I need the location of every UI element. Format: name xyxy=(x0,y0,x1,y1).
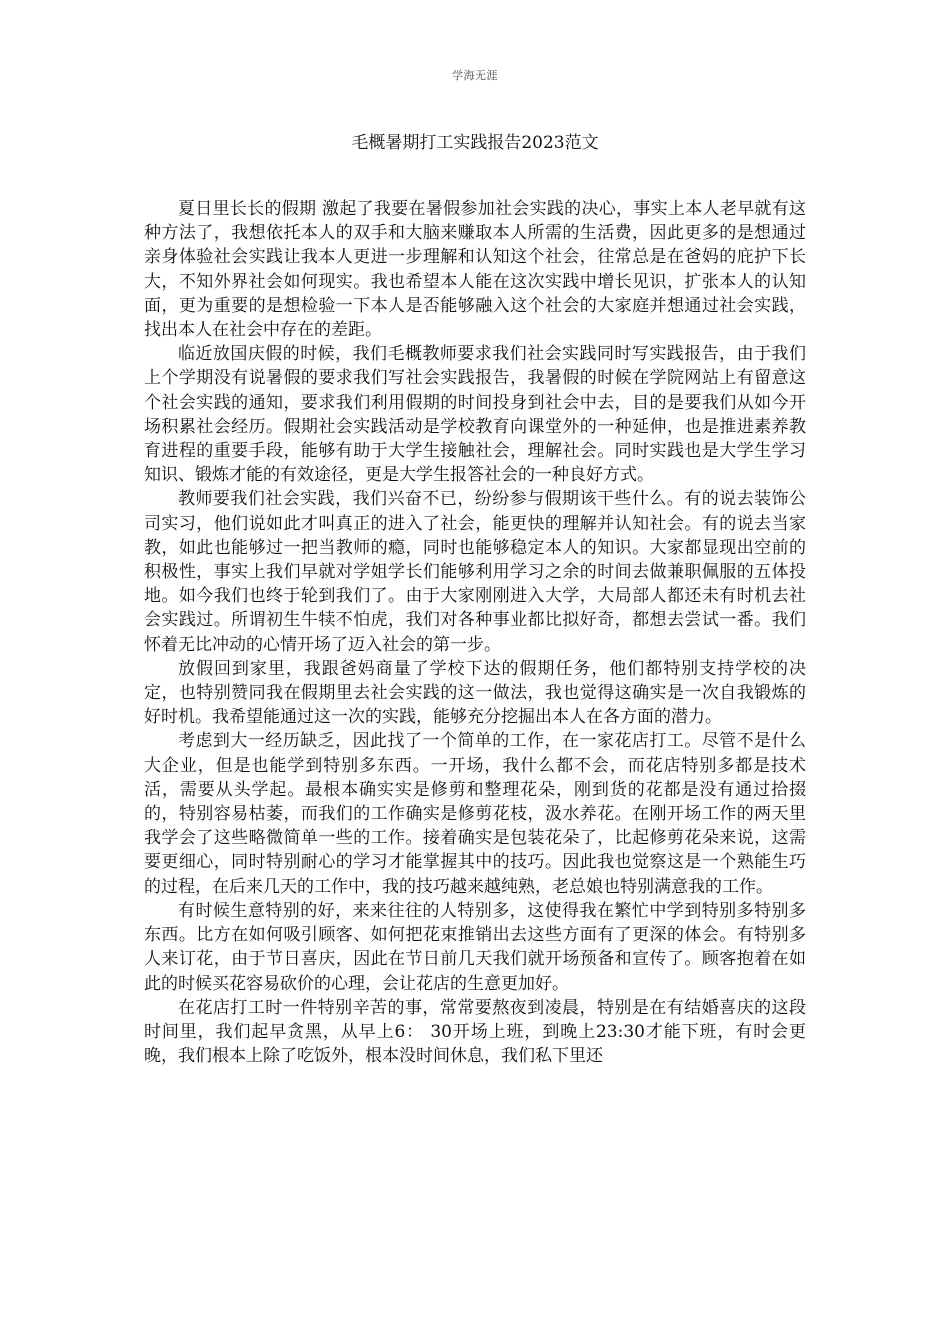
paragraph-7: 在花店打工时一件特别辛苦的事，常常要熬夜到凌晨，特别是在有结婚喜庆的这段时间里，我们起早贪黑，从早上6： 30开场上班，到晚上23:30才能下班，有时会更晚，我们根本上除了吃饭外，根本没时间休息，我们私下里还 xyxy=(144,997,806,1067)
document-body xyxy=(144,197,806,1068)
paragraph-1: 夏日里长长的假期 激起了我要在暑假参加社会实践的决心，事实上本人老早就有这种方法了，我想依托本人的双手和大脑来赚取本人所需的生活费，因此更多的是想通过亲身体验社会实践让我本人更进一步理解和认知这个社会，往常总是在爸妈的庇护下长大，不知外界社会如何现实。我也希望本人能在这次实践中增长见识，扩张本人的认知面，更为重要的是想检验一下本人是否能够融入这个社会的大家庭并想通过社会实践，找出本人在社会中存在的差距。 xyxy=(144,199,806,341)
paragraph-4: 放假回到家里，我跟爸妈商量了学校下达的假期任务，他们都特别支持学校的决定，也特别赞同我在假期里去社会实践的这一做法，我也觉得这确实是一次自我锻炼的好时机。我希望能通过这一次的实践，能够充分挖掘出本人在各方面的潜力。 xyxy=(144,658,806,728)
paragraph-3: 教师要我们社会实践，我们兴奋不已，纷纷参与假期该干些什么。有的说去装饰公司实习，他们说如此才叫真正的进入了社会，能更快的理解并认知社会。有的说去当家教，如此也能够过一把当教师的瘾，同时也能够稳定本人的知识。大家都显现出空前的积极性，事实上我们早就对学姐学长们能够利用学习之余的时间去做兼职佩服的五体投地。如今我们也终于轮到我们了。由于大家刚刚进入大学，大局部人都还未有时机去社会实践过。所谓初生牛犊不怕虎，我们对各种事业都比拟好奇，都想去尝试一番。我们怀着无比冲动的心情开场了迈入社会的第一步。 xyxy=(144,489,806,655)
paragraph-6: 有时候生意特别的好，来来往往的人特别多，这使得我在繁忙中学到特别多特别多东西。比方在如何吸引顾客、如何把花束推销出去这些方面有了更深的体会。有特别多人来订花，由于节日喜庆，因此在节日前几天我们就开场预备和宣传了。顾客抱着在如此的时候买花容易砍价的心理，会让花店的生意更加好。 xyxy=(144,900,806,994)
header-note: 学海无涯 xyxy=(452,69,498,82)
document-title: 毛概暑期打工实践报告2023范文 xyxy=(351,133,599,153)
paragraph-5: 考虑到大一经历缺乏，因此找了一个简单的工作，在一家花店打工。尽管不是什么大企业，但是也能学到特别多东西。一开场，我什么都不会，而花店特别多都是技术活，需要从头学起。最根本确实实是修剪和整理花朵，刚到货的花都是没有通过拾掇的，特别容易枯萎，而我们的工作确实是修剪花枝，汲水养花。在刚开场工作的两天里我学会了这些略微简单一些的工作。接着确实是包装花朵了，比起修剪花朵来说，这需要更细心，同时特别耐心的学习才能掌握其中的技巧。因此我也觉察这是一个熟能生巧的过程，在后来几天的工作中，我的技巧越来越纯熟，老总娘也特别满意我的工作。 xyxy=(144,731,806,897)
paragraph-2: 临近放国庆假的时候，我们毛概教师要求我们社会实践同时写实践报告，由于我们上个学期没有说暑假的要求我们写社会实践报告，我暑假的时候在学院网站上有留意这个社会实践的通知，要求我们利用假期的时间投身到社会中去，目的是要我们从如今开场积累社会经历。假期社会实践活动是学校教育向课堂外的一种延伸，也是推进素养教育进程的重要手段，能够有助于大学生接触社会，理解社会。同时实践也是大学生学习知识、锻炼才能的有效途径，更是大学生报答社会的一种良好方式。 xyxy=(144,344,806,486)
